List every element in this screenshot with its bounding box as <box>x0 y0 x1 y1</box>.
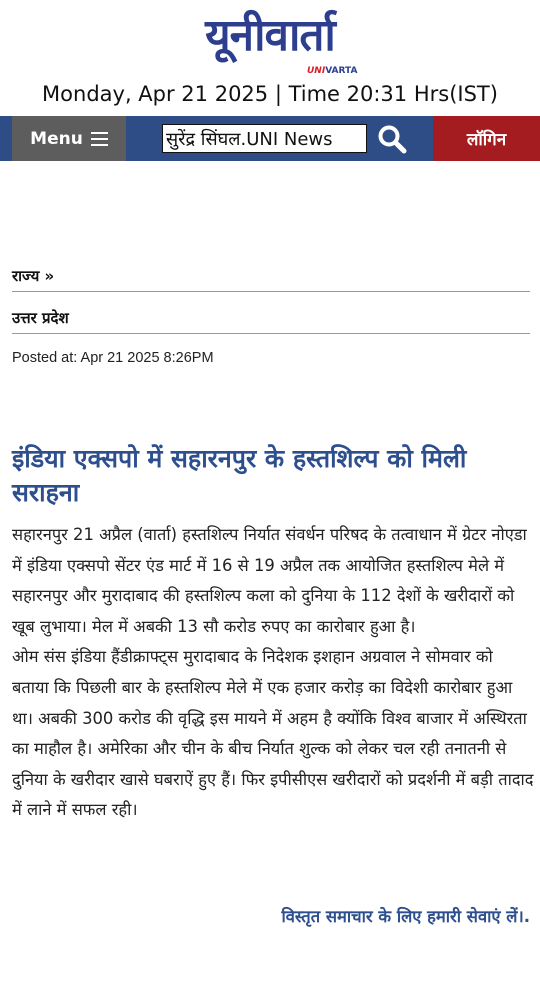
more-news-link[interactable]: विस्तृत समाचार के लिए हमारी सेवाएं लें।. <box>281 907 530 926</box>
article-paragraph: ओम संस इंडिया हैंडीक्राफ्ट्स मुरादाबाद के निदेशक इशहान अग्रवाल ने सोमवार को बताया कि पिछली बार के हस्तशिल्प मेले में एक हजार करोड़ का विदेशी कारोबार हुआ था। अबकी 300 करोड की वृद्धि इस मायने में अहम है क्योंकि विश्व बाजार में अस्थिरता का माहौल है। अमेरिका और चीन के बीच निर्यात शुल्क को लेकर चल रही तनातनी से दुनिया के खरीदार खासे घबराऐं हुए हैं। फिर इपीसीएस खरीदारों को प्रदर्शनी में बड़ी तादाद में लाने में सफल रही। <box>12 647 534 820</box>
logo-subtitle <box>307 66 357 76</box>
search-button[interactable] <box>374 122 410 156</box>
nav-bar <box>0 116 540 161</box>
logo-subtitle-suffix: VARTA <box>325 66 358 76</box>
search-icon <box>377 124 407 154</box>
breadcrumb-section[interactable]: राज्य » <box>12 267 55 285</box>
article-paragraph: सहारनपुर 21 अप्रैल (वार्ता) हस्तशिल्प निर्यात संवर्धन परिषद के तत्वाधान में ग्रेटर नोएडा में इंडिया एक्सपो सेंटर एंड मार्ट में 16 से 19 अप्रैल तक आयोजित हस्तशिल्प मेले में सहारनपुर और मुरादाबाद की हस्तशिल्प कला को दुनिया के 112 देशों के खरीदारों को खूब लुभाया। मेल में अबकी 13 सौ करोड रुपए का कारोबार हुआ है। <box>12 525 527 636</box>
breadcrumb-subsection[interactable]: उत्तर प्रदेश <box>12 309 69 327</box>
site-logo[interactable] <box>0 4 540 68</box>
hamburger-icon <box>91 132 108 146</box>
menu-label: Menu <box>30 128 83 149</box>
login-button[interactable]: लॉगिन <box>433 116 540 161</box>
article-headline: इंडिया एक्सपो में सहारनपुर के हस्तशिल्प को मिली सराहना <box>12 444 467 507</box>
masthead <box>0 0 540 116</box>
menu-button[interactable] <box>12 116 126 161</box>
search-input[interactable] <box>162 124 367 153</box>
logo-subtitle-prefix: UNI <box>307 66 326 76</box>
posted-timestamp: Posted at: Apr 21 2025 8:26PM <box>12 350 214 366</box>
divider <box>12 291 530 292</box>
article-body <box>12 520 534 826</box>
dateline: Monday, Apr 21 2025 | Time 20:31 Hrs(IST) <box>42 82 498 106</box>
logo-text: यूनीवार्ता <box>205 10 335 61</box>
divider <box>12 333 530 334</box>
